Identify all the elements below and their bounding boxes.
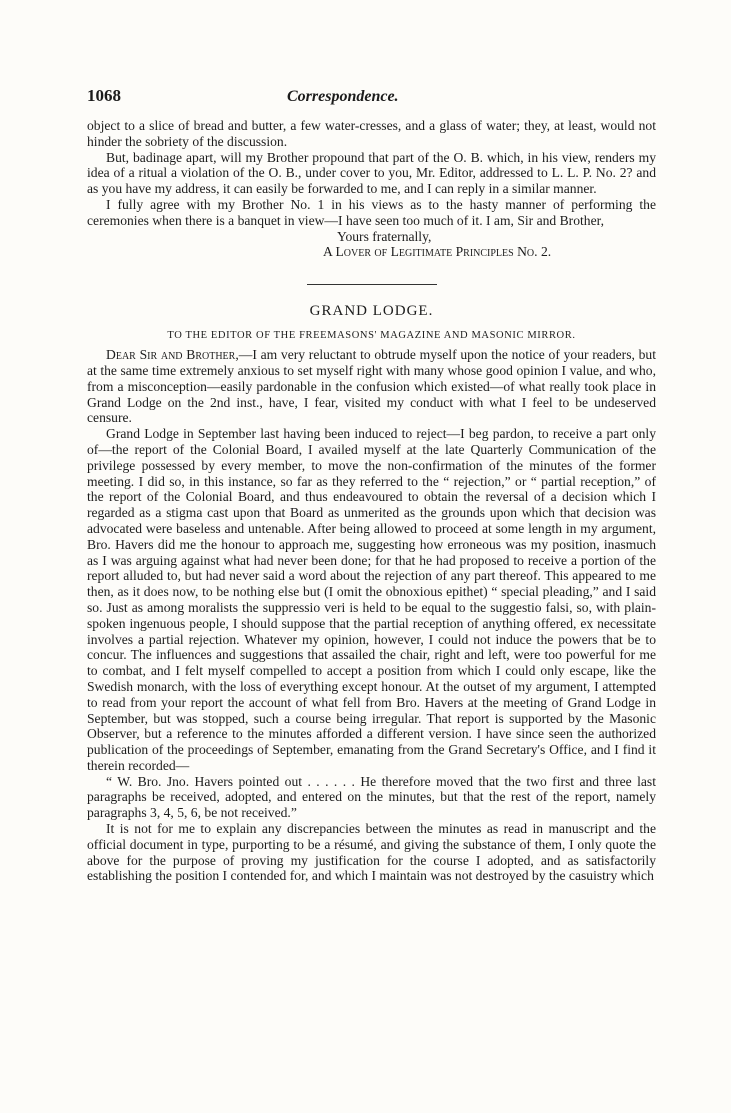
grand-lodge-article [87,303,656,884]
article-paragraph: Grand Lodge in September last having been induced to reject—I beg pardon, to receive a part only of—the report of the Colonial Board, I availed myself at the late Quarterly Communication of the privilege possessed by every member, to move the non-confirmation of the minutes of the former meeting. I did so, in this instance, so far as they referred to the “ rejection,” or “ partial reception,” of the report of the Colonial Board, and thus endeavoured to obtain the reversal of a decision which I regarded as a stigma cast upon that Board as unmerited as the grounds upon which that decision was advocated were baseless and untenable. After being allowed to proceed at some length in my argument, Bro. Havers did me the honour to approach me, suggesting how erroneous was my position, inasmuch as I was arguing against what had never been done; for that he had proposed to receive a portion of the report alluded to, but had never said a word about the rejection of any part thereof. This appeared to me then, as it does now, to be nothing else but (I omit the obnoxious epithet) “ special pleading,” and I said so. Just as among moralists the suppressio veri is held to be equal to the suggestio falsi, so, with plain-spoken ingenuous people, I should suppose that the partial reception of anything offered, ex necessitate involves a partial rejection. Whatever my opinion, however, I could not induce the powers that be to concur. The influences and suggestions that assailed the chair, right and left, were too powerful for me to combat, and I felt myself compelled to accept a position from which I could only escape, like the Swedish monarch, with the loss of everything except honour. At the outset of my argument, I attempted to read from your report the account of what fell from Bro. Havers at the meeting of Grand Lodge in September, but was stopped, such a course being irregular. That report is supported by the Masonic Observer, but a reference to the minutes afforded a different version. I have since seen the authorized publication of the proceedings of September, emanating from the Grand Secretary's Office, and I find it therein recorded— [87,426,656,773]
letter-paragraph: I fully agree with my Brother No. 1 in his views as to the hasty manner of performing the ceremonies when there is a banquet in view—I have seen too much of it. I am, Sir and Brother, [87,196,656,228]
article-address: TO THE EDITOR OF THE FREEMASONS' MAGAZINE AND MASONIC MIRROR. [167,330,576,342]
article-paragraph-text: —I am very reluctant to obtrude myself upon the notice of your readers, but at the same time extremely anxious to set myself right with many whose good opinion I value, and who, from a misconception—easily pardonable in the confusion which existed—of what really took place in Grand Lodge on the 2nd inst., have, I fear, visited my conduct with what I feel to be undeserved censure. [87,347,656,426]
running-head: Correspondence. [287,88,399,105]
article-paragraph: It is not for me to explain any discrepancies between the minutes as read in manuscript and the official document in type, purporting to be a résumé, and giving the substance of them, I only quote the above for the purpose of proving my justification for the course I adopted, and as satisfactorily establishing the position I contended for, and which I maintain was not destroyed by the casuistry which [87,821,656,884]
page-header [87,86,656,110]
page-number: 1068 [87,86,121,105]
article-paragraph [87,347,656,426]
section-divider [307,284,437,285]
article-quotation: “ W. Bro. Jno. Havers pointed out . . . . . . He therefore moved that the two first and three last paragraphs be received, adopted, and entered on the minutes, but that the rest of the report, namely paragraphs 3, 4, 5, 6, be not received.” [87,773,656,821]
letter-signature: A Lover of Legitimate Principles No. 2. [323,244,552,260]
letter-closing: Yours fraternally, [337,228,432,244]
salutation: Dear Sir and Brother, [106,347,239,363]
letter-paragraph: But, badinage apart, will my Brother propound that part of the O. B. which, in his view, renders my idea of a ritual a violation of the O. B., under cover to you, Mr. Editor, addressed to L. L. P. No. 2? and as you have my address, it can easily be forwarded to me, and I can reply in a similar manner. [87,149,656,197]
article-title: GRAND LODGE. [309,303,434,320]
letter-paragraph: object to a slice of bread and butter, a few water-cresses, and a glass of water; they, at least, would not hinder the sobriety of the discussion. [87,118,656,149]
letter-continued [87,118,656,260]
